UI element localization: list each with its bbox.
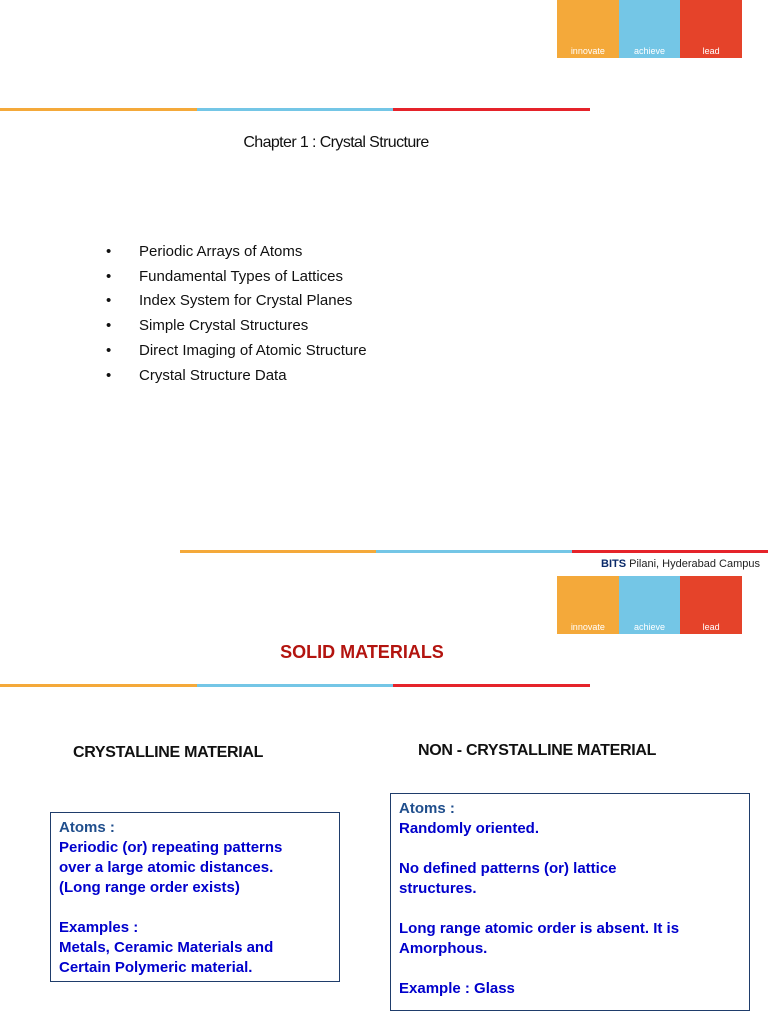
tagline-achieve: achieve — [633, 46, 666, 56]
tagline-innovate: innovate — [570, 622, 605, 632]
list-item: • Periodic Arrays of Atoms — [106, 243, 303, 260]
tagline-lead: lead — [702, 622, 720, 632]
bits-logo — [557, 0, 742, 58]
atoms-label: Atoms : — [399, 800, 455, 817]
bits-logo — [557, 576, 742, 634]
slide-title: SOLID MATERIALS — [280, 642, 444, 662]
topic-list — [106, 240, 367, 388]
list-item: • Direct Imaging of Atomic Structure — [106, 341, 367, 359]
crystalline-box: Atoms : Periodic (or) repeating patterns over a large atomic distances. (Long range order exists) Examples : Metals, Ceramic Materials and Certain Polymeric material. — [50, 812, 340, 982]
footer-campus: BITS Pilani, Hyderabad Campus — [601, 558, 760, 570]
tagline-achieve: achieve — [633, 622, 666, 632]
list-item: • Index System for Crystal Planes — [106, 292, 353, 310]
list-item: • Simple Crystal Structures — [106, 317, 309, 335]
header-rule — [0, 108, 590, 111]
atoms-label: Atoms : — [59, 819, 115, 836]
header-rule — [0, 684, 590, 687]
non-crystalline-heading: NON - CRYSTALLINE MATERIAL — [418, 742, 657, 759]
non-crystalline-box: Atoms : Randomly oriented. No defined patterns (or) lattice structures. Long range atomic order is absent. It is Amorphous. Example : Glass — [390, 793, 750, 1011]
slide-2 — [0, 576, 768, 1024]
list-item: • Fundamental Types of Lattices — [106, 267, 344, 285]
example-glass: Example : Glass — [399, 980, 515, 997]
crystalline-heading: CRYSTALLINE MATERIAL — [73, 744, 264, 761]
chapter-title: Chapter 1 : Crystal Structure — [243, 134, 429, 151]
examples-label: Examples : — [59, 919, 139, 936]
tagline-lead: lead — [702, 46, 720, 56]
list-item: • Crystal Structure Data — [106, 366, 287, 384]
tagline-innovate: innovate — [570, 46, 605, 56]
footer-rule — [180, 550, 768, 553]
